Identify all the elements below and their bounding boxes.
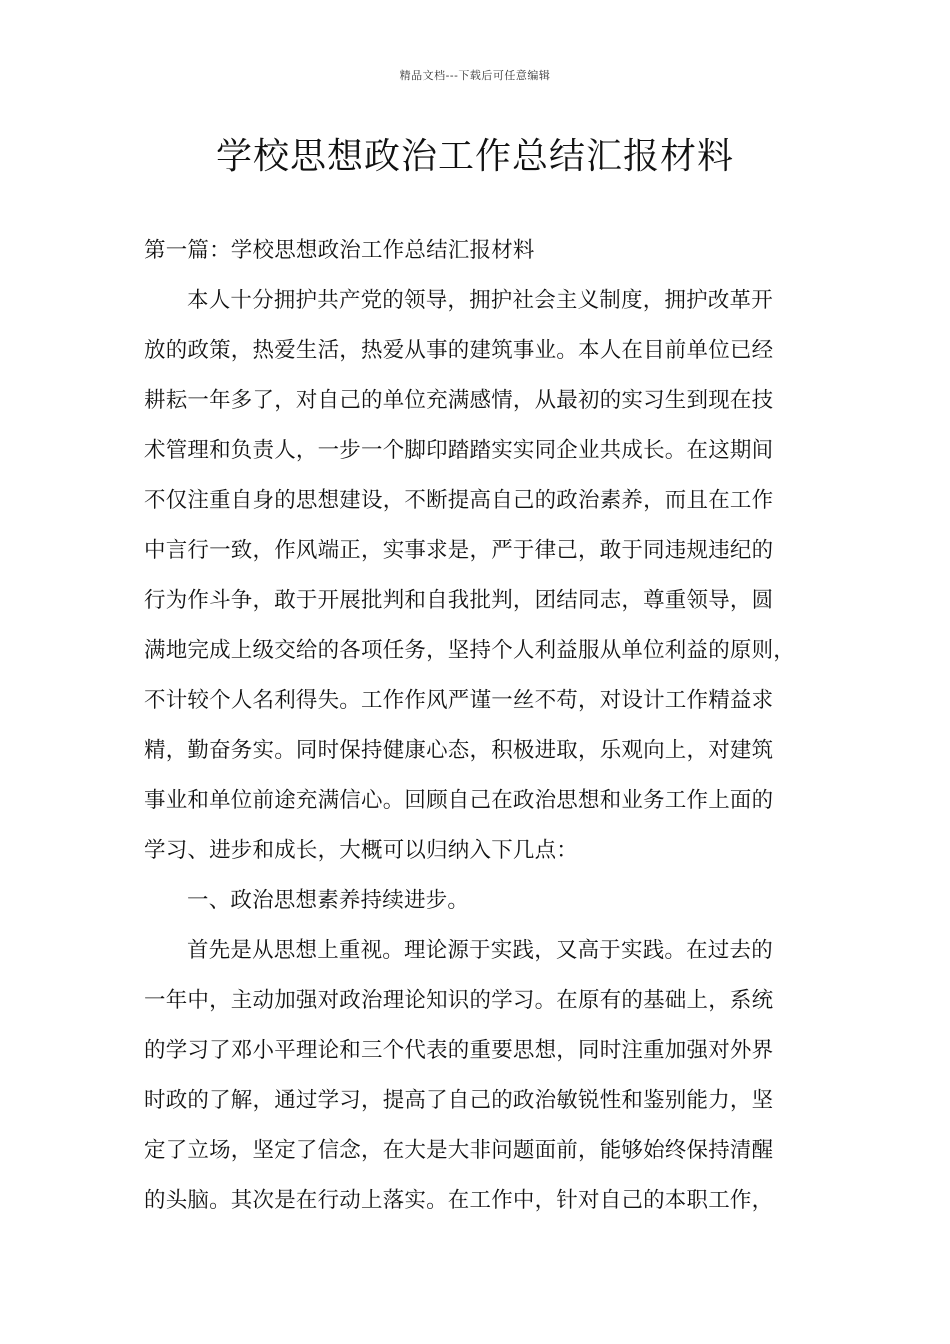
paragraph-line: 耕耘一年多了，对自己的单位充满感情，从最初的实习生到现在技 (144, 388, 774, 413)
paragraph-line: 的头脑。其次是在行动上落实。在工作中，针对自己的本职工作， (144, 1188, 774, 1213)
paragraph-line: 放的政策，热爱生活，热爱从事的建筑事业。本人在目前单位已经 (144, 338, 774, 363)
paragraph-line: 行为作斗争，敢于开展批判和自我批判，团结同志，尊重领导，圆 (144, 588, 774, 613)
paragraph-line: 定了立场，坚定了信念，在大是大非问题面前，能够始终保持清醒 (144, 1138, 774, 1163)
paragraph-line: 精，勤奋务实。同时保持健康心态，积极进取，乐观向上，对建筑 (144, 738, 774, 763)
section-heading: 第一篇：学校思想政治工作总结汇报材料 (144, 238, 535, 263)
subsection-heading: 一、政治思想素养持续进步。 (187, 888, 470, 913)
paragraph-line: 不仅注重自身的思想建设，不断提高自己的政治素养，而且在工作 (144, 488, 774, 513)
paragraph-line: 首先是从思想上重视。理论源于实践，又高于实践。在过去的 (187, 938, 773, 963)
paragraph-line: 的学习了邓小平理论和三个代表的重要思想，同时注重加强对外界 (144, 1038, 774, 1063)
paragraph-line: 术管理和负责人，一步一个脚印踏踏实实同企业共成长。在这期间 (144, 438, 774, 463)
paragraph-line: 学习、进步和成长，大概可以归纳入下几点： (144, 838, 579, 863)
paragraph-line: 事业和单位前途充满信心。回顾自己在政治思想和业务工作上面的 (144, 788, 774, 813)
document-body (144, 226, 824, 1226)
paragraph-line: 一年中，主动加强对政治理论知识的学习。在原有的基础上，系统 (144, 988, 774, 1013)
paragraph-line: 满地完成上级交给的各项任务，坚持个人利益服从单位利益的原则， (144, 638, 796, 663)
paragraph-line: 中言行一致，作风端正，实事求是，严于律己，敢于同违规违纪的 (144, 538, 774, 563)
paragraph-line: 本人十分拥护共产党的领导，拥护社会主义制度，拥护改革开 (187, 288, 773, 313)
paragraph-line: 不计较个人名利得失。工作作风严谨一丝不苟，对设计工作精益求 (144, 688, 774, 713)
document-title: 学校思想政治工作总结汇报材料 (215, 136, 734, 177)
document-header-note: 精品文档---下载后可任意编辑 (399, 69, 551, 82)
paragraph-line: 时政的了解，通过学习，提高了自己的政治敏锐性和鉴别能力，坚 (144, 1088, 774, 1113)
